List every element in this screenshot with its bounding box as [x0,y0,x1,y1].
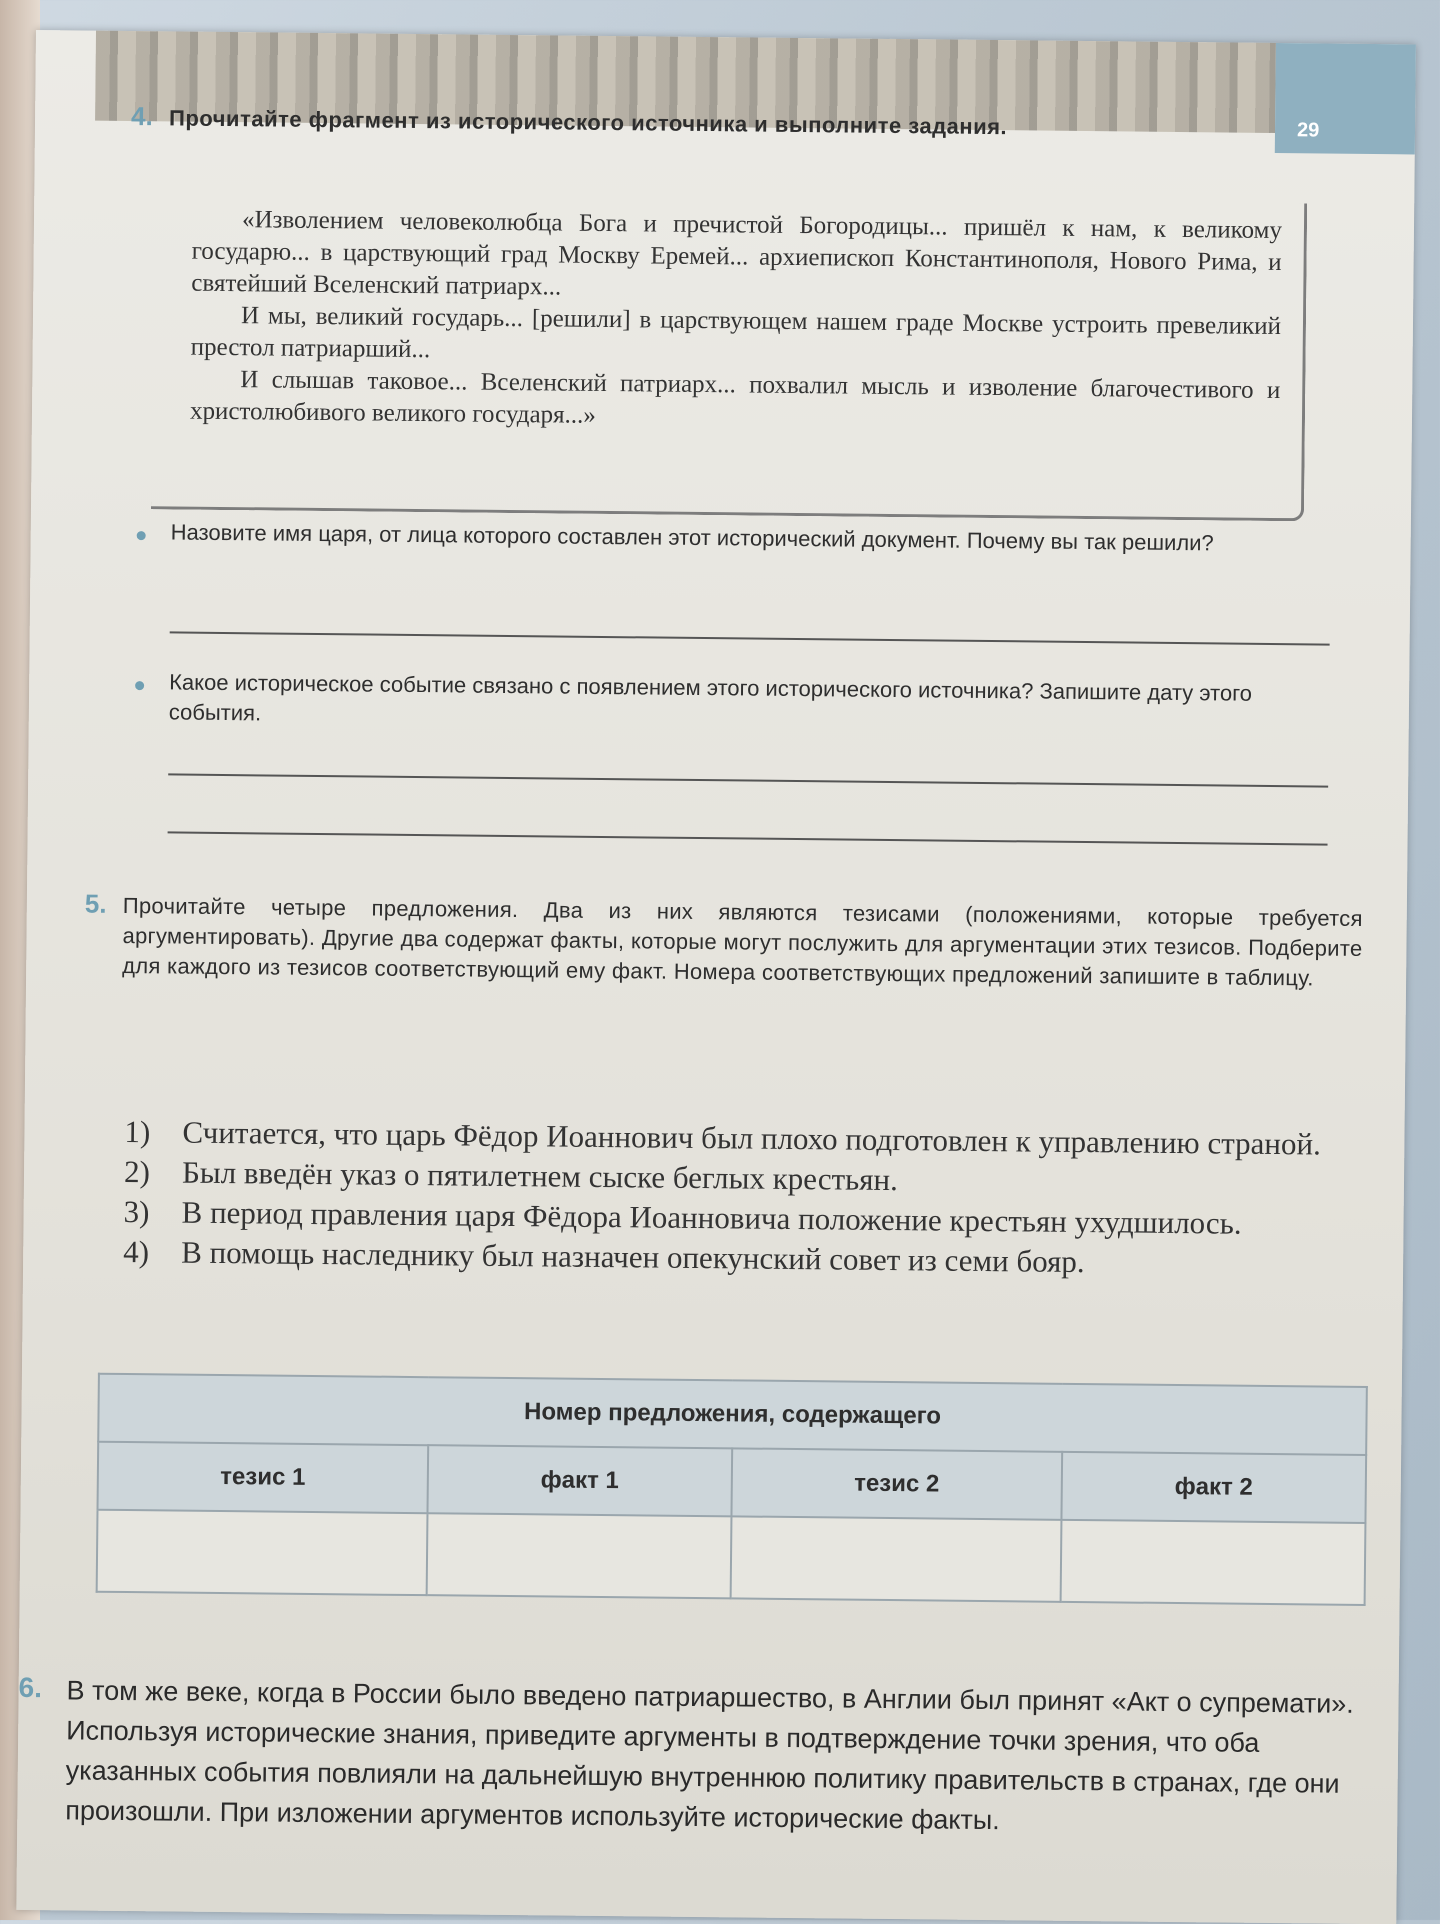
answer-cell[interactable] [731,1516,1062,1601]
task-5-number: 5. [84,888,107,919]
sentence-text: Был введён указ о пятилетнем сыске беглых крестьян. [181,1154,899,1198]
task-6-number: 6. [18,1671,43,1704]
bullet-icon [135,681,144,690]
answer-cell[interactable] [1060,1520,1365,1605]
table-row [97,1510,1366,1605]
table-title: Номер предложения, содержащего [98,1374,1367,1455]
task-6-text: В том же веке, когда в России было введено патриаршество, в Англии был принят «Акт о супремати». Используя исторические знания, приведите аргументы в подтверждение точки зрения, что оба указанных события повлияли на дальнейшую внутреннюю политику правительств в странах, где они произошли. При изложении аргументов используйте исторические факты. [65,1675,1354,1836]
sentence-number: 3) [123,1193,150,1230]
sentence-text: В период правления царя Фёдора Иоанновича положение крестьян ухудшилось. [181,1194,1242,1241]
question-2: Какое историческое событие связано с появлением этого исторического источника? Запишите дату этого события. [168,669,1253,726]
task-4-instruction: Прочитайте фрагмент из исторического источника и выполните задания. [168,105,1008,140]
sentence-number: 4) [123,1233,150,1270]
quote-paragraph: И слышав таковое... Вселенский патриарх... похвалил мысль и изволение благочестивого и христолюбивого великого государя...» [189,366,1281,429]
sentence-number: 2) [123,1153,151,1190]
historical-quote [190,204,1282,439]
answer-cell[interactable] [97,1510,428,1595]
answer-line-2[interactable] [168,773,1328,787]
question-1: Назовите имя царя, от лица которого составлен этот исторический документ. Почему вы так решили? [170,519,1214,556]
answer-line-3[interactable] [168,831,1328,845]
column-header: тезис 1 [98,1442,429,1513]
workbook-page [16,30,1416,1924]
bullet-icon [137,531,146,540]
answer-cell[interactable] [427,1513,732,1598]
sentence-text: В помощь наследнику был назначен опекунский совет из семи бояр. [181,1234,1085,1280]
task-4-number: 4. [130,101,153,132]
quote-paragraph: И мы, великий государь... [решили] в царствующем нашем граде Москве устроить превеликий престол патриарший... [190,302,1282,364]
task-5-instruction: Прочитайте четыре предложения. Два из них являются тезисами (положениями, которые требуется аргументировать). Другие два содержат факты, которые могут послужить для аргументации этих тезисов. Подберите для каждого из тезисов соответствующий ему факт. Номера соответствующих предложений запишите в таблицу. [122,892,1363,991]
sentence-list [123,1113,1365,1286]
column-header: тезис 2 [731,1448,1062,1519]
column-header: факт 2 [1061,1452,1366,1523]
sentence-number: 1) [124,1113,151,1150]
column-header: факт 1 [427,1445,732,1516]
answer-line-1[interactable] [170,631,1330,645]
quote-paragraph: «Изволением человеколюбца Бога и пречистой Богородицы... пришёл к нам, к великому государю... в царствующий град Москву Еремей... архиепископ Константинополя, Нового Рима, и святейший Вселенский патриарх... [191,206,1283,301]
sentence-text: Считается, что царь Фёдор Иоаннович был плохо подготовлен к управлению страной. [182,1114,1322,1162]
page-number: 29 [1296,119,1320,142]
answer-table [96,1373,1368,1606]
